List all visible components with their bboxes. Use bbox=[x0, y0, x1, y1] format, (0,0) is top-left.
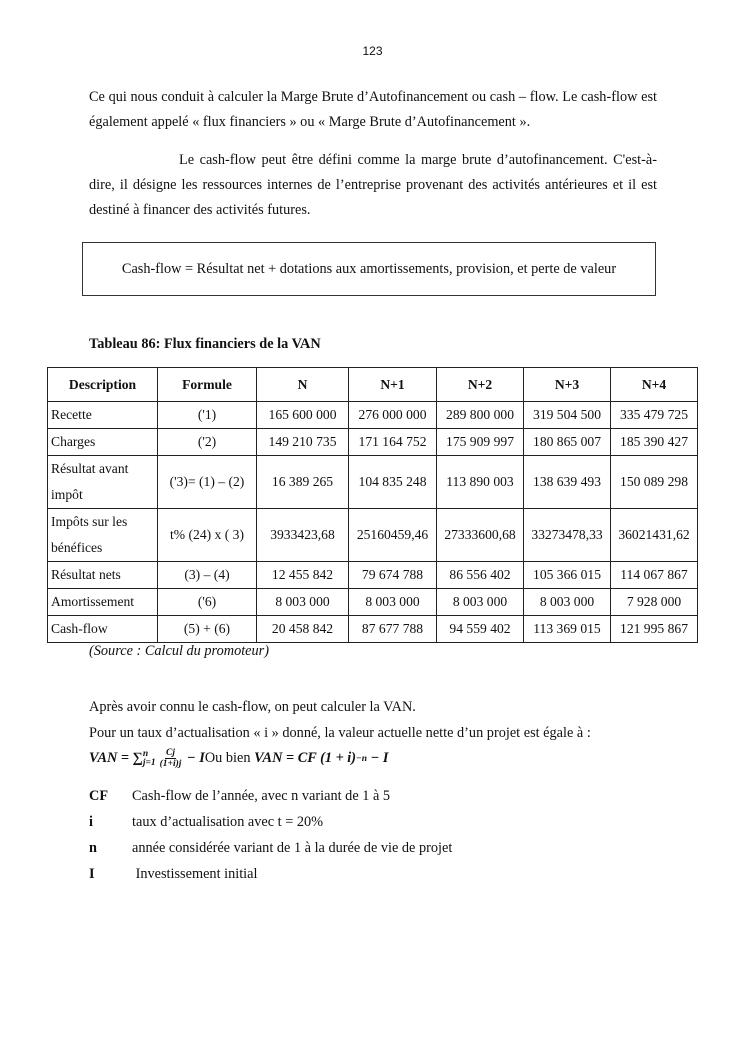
cash-flow-formula-text: Cash-flow = Résultat net + dotations aux amortissements, provision, et perte de valeur bbox=[121, 260, 617, 277]
table-cell: 289 800 000 bbox=[437, 402, 524, 429]
table-cell: 36021431,62 bbox=[611, 509, 698, 562]
row-description: Résultat nets bbox=[48, 562, 158, 589]
intro-text-2: Le cash-flow peut être défini comme la marge brute d’autofinancement. C'est-à-dire, il désigne les ressources internes de l’entreprise provenant des activités antérieures et il est destiné à financer des activités futures. bbox=[89, 152, 657, 218]
definition-text: taux d’actualisation avec t = 20% bbox=[132, 813, 324, 830]
table-row-recette bbox=[48, 402, 698, 429]
table-cell: 79 674 788 bbox=[349, 562, 437, 589]
row-description: Amortissement bbox=[48, 589, 158, 616]
table-cell: 27333600,68 bbox=[437, 509, 524, 562]
table-cell: 20 458 842 bbox=[257, 616, 349, 643]
intro-paragraph-1 bbox=[89, 85, 657, 135]
table-cell: 8 003 000 bbox=[257, 589, 349, 616]
definition-symbol: n bbox=[89, 839, 97, 856]
definition-text: Cash-flow de l’année, avec n variant de 1 à 5 bbox=[132, 787, 391, 804]
table-cell: 3933423,68 bbox=[257, 509, 349, 562]
row-formula: (5) + (6) bbox=[158, 616, 257, 643]
definition-symbol: i bbox=[89, 813, 93, 830]
table-row-resultat-avant-impot bbox=[48, 456, 698, 509]
header-cell: N+4 bbox=[611, 368, 698, 402]
definition-text: Investissement initial bbox=[132, 865, 258, 882]
table-cell: 33273478,33 bbox=[524, 509, 611, 562]
row-description: Recette bbox=[48, 402, 158, 429]
header-cell: N+1 bbox=[349, 368, 437, 402]
symbol-definitions bbox=[89, 783, 452, 887]
header-cell: N bbox=[257, 368, 349, 402]
table-cell: 150 089 298 bbox=[611, 456, 698, 509]
page-number: 123 bbox=[362, 44, 383, 58]
table-cell: 276 000 000 bbox=[349, 402, 437, 429]
row-description: Cash-flow bbox=[48, 616, 158, 643]
table-row-impots bbox=[48, 509, 698, 562]
table-cell: 8 003 000 bbox=[349, 589, 437, 616]
table-cell: 86 556 402 bbox=[437, 562, 524, 589]
van-intro bbox=[89, 694, 591, 746]
header-cell: N+2 bbox=[437, 368, 524, 402]
row-formula: ('1) bbox=[158, 402, 257, 429]
header-cell: N+3 bbox=[524, 368, 611, 402]
van-formula-or: Ou bien bbox=[204, 750, 255, 766]
intro-text-1: Ce qui nous conduit à calculer la Marge Brute d’Autofinancement ou cash – flow. Le cash-flow est également appelé « flux financiers » ou « Marge Brute d’Autofinancement ». bbox=[89, 89, 657, 130]
van-formula-2-exponent: −n bbox=[356, 753, 368, 764]
row-formula: (3) – (4) bbox=[158, 562, 257, 589]
row-formula: ('3)= (1) – (2) bbox=[158, 456, 257, 509]
table-cell: 335 479 725 bbox=[611, 402, 698, 429]
table-row-cash-flow bbox=[48, 616, 698, 643]
table-cell: 113 369 015 bbox=[524, 616, 611, 643]
table-cell: 319 504 500 bbox=[524, 402, 611, 429]
definition-symbol: I bbox=[89, 865, 95, 882]
van-formula-lhs: VAN = ∑ bbox=[89, 750, 143, 766]
van-formula-minus-i: − I bbox=[183, 750, 205, 766]
table-source: (Source : Calcul du promoteur) bbox=[89, 643, 270, 659]
table-cell: 138 639 493 bbox=[524, 456, 611, 509]
van-cash-flow-table bbox=[47, 367, 698, 643]
row-formula: ('6) bbox=[158, 589, 257, 616]
row-formula: ('2) bbox=[158, 429, 257, 456]
cash-flow-formula-box bbox=[82, 242, 656, 296]
row-description: Impôts sur les bénéfices bbox=[48, 509, 158, 562]
discount-fraction bbox=[160, 748, 182, 769]
table-cell: 87 677 788 bbox=[349, 616, 437, 643]
definition-row bbox=[89, 861, 452, 887]
table-cell: 171 164 752 bbox=[349, 429, 437, 456]
table-cell: 185 390 427 bbox=[611, 429, 698, 456]
table-header-row bbox=[48, 368, 698, 402]
intro-paragraph-2 bbox=[89, 148, 657, 223]
table-cell: 105 366 015 bbox=[524, 562, 611, 589]
table-row-resultat-nets bbox=[48, 562, 698, 589]
table-cell: 12 455 842 bbox=[257, 562, 349, 589]
table-cell: 7 928 000 bbox=[611, 589, 698, 616]
table-cell: 175 909 997 bbox=[437, 429, 524, 456]
table-cell: 16 389 265 bbox=[257, 456, 349, 509]
sum-upper: n bbox=[142, 748, 149, 759]
table-cell: 104 835 248 bbox=[349, 456, 437, 509]
van-intro-line-1: Après avoir connu le cash-flow, on peut calculer la VAN. bbox=[89, 699, 416, 715]
table-caption: Tableau 86: Flux financiers de la VAN bbox=[89, 336, 321, 352]
definition-text: année considérée variant de 1 à la durée de vie de projet bbox=[132, 839, 453, 856]
table-cell: 180 865 007 bbox=[524, 429, 611, 456]
van-formula bbox=[89, 748, 388, 769]
header-cell: Formule bbox=[158, 368, 257, 402]
definition-row bbox=[89, 835, 452, 861]
van-formula-2-tail: − I bbox=[367, 750, 389, 766]
definition-row bbox=[89, 809, 452, 835]
table-cell: 25160459,46 bbox=[349, 509, 437, 562]
row-description: Résultat avant impôt bbox=[48, 456, 158, 509]
table-cell: 149 210 735 bbox=[257, 429, 349, 456]
sum-lower: j=1 bbox=[142, 757, 156, 768]
fraction-numerator: Cj bbox=[166, 748, 176, 758]
row-formula: t% (24) x ( 3) bbox=[158, 509, 257, 562]
van-intro-line-2: Pour un taux d’actualisation « i » donné, la valeur actuelle nette d’un projet est égale à : bbox=[89, 725, 591, 741]
sum-limits bbox=[143, 750, 156, 768]
fraction-denominator: (1+i)j bbox=[159, 759, 182, 769]
table-row-charges bbox=[48, 429, 698, 456]
table-cell: 113 890 003 bbox=[437, 456, 524, 509]
table-cell: 114 067 867 bbox=[611, 562, 698, 589]
table-cell: 8 003 000 bbox=[437, 589, 524, 616]
table-cell: 8 003 000 bbox=[524, 589, 611, 616]
table-cell: 121 995 867 bbox=[611, 616, 698, 643]
header-cell: Description bbox=[48, 368, 158, 402]
definition-row bbox=[89, 783, 452, 809]
table-cell: 94 559 402 bbox=[437, 616, 524, 643]
table-row-amortissement bbox=[48, 589, 698, 616]
van-formula-2: VAN = CF (1 + i) bbox=[254, 750, 357, 766]
definition-symbol: CF bbox=[89, 787, 109, 804]
row-description: Charges bbox=[48, 429, 158, 456]
table-cell: 165 600 000 bbox=[257, 402, 349, 429]
